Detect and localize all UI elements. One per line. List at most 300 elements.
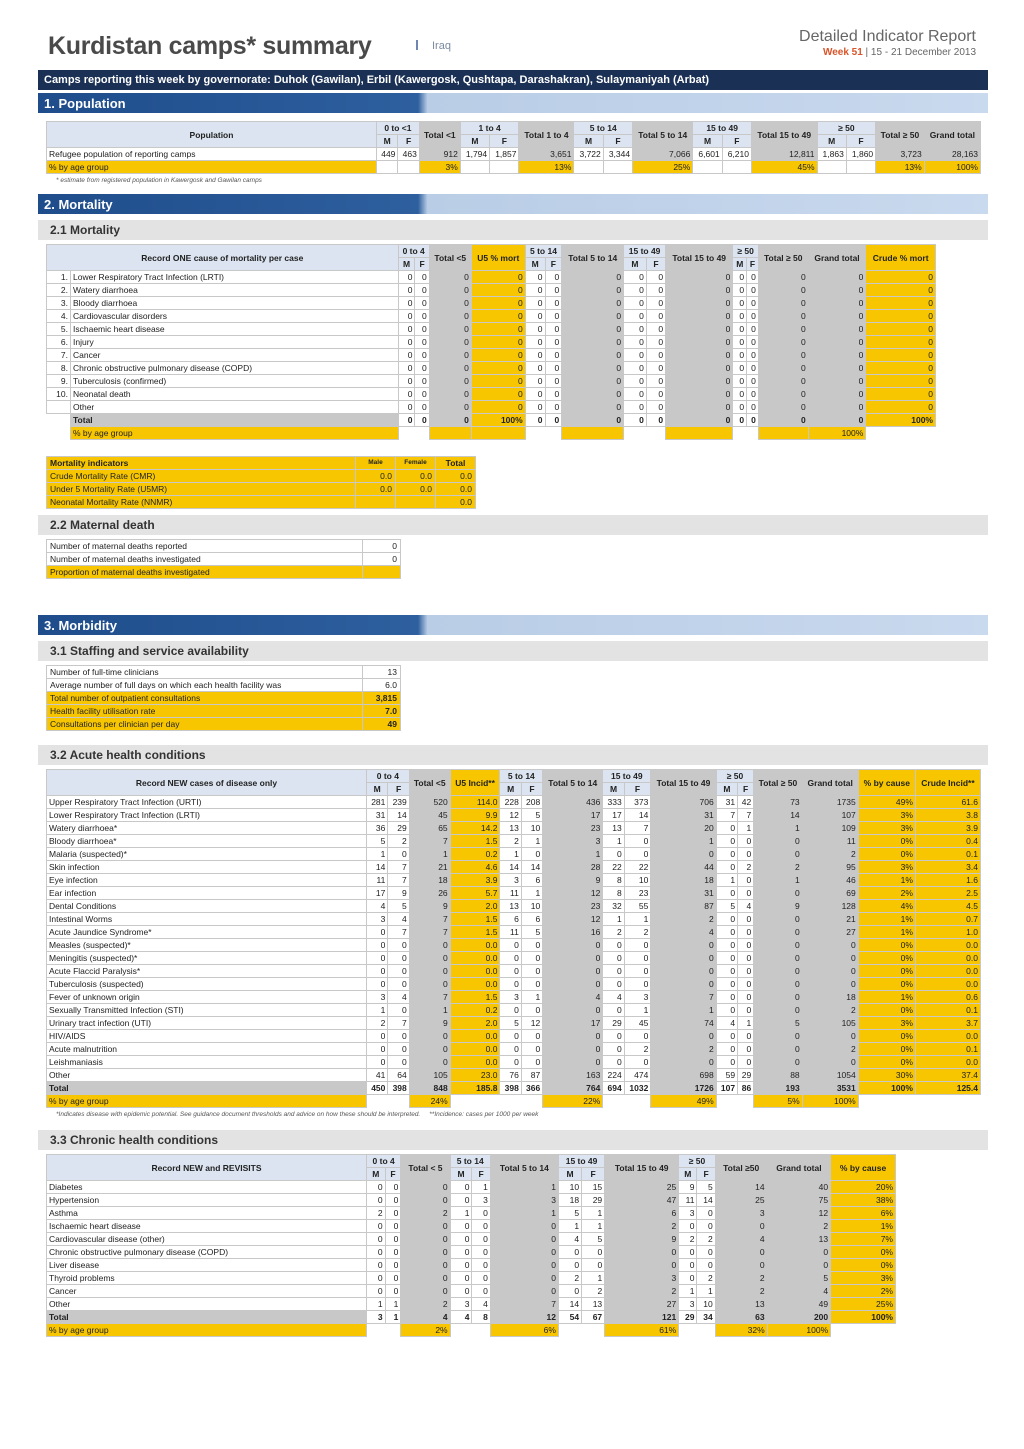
table-cell: 0: [385, 1272, 401, 1285]
table-cell: 0: [558, 1246, 581, 1259]
table-cell: 0: [754, 1030, 802, 1043]
table-cell: 12: [521, 1017, 542, 1030]
table-cell: 0.0: [450, 965, 500, 978]
table-cell: 0: [808, 297, 866, 310]
table-cell: 4.6: [450, 861, 500, 874]
table-cell: 41: [367, 1069, 388, 1082]
table-cell: 0: [747, 401, 759, 414]
table-cell: 0: [385, 1233, 401, 1246]
table-cell: 40: [767, 1181, 831, 1194]
table-cell: 31: [651, 887, 716, 900]
column-header: Record NEW and REVISITS: [47, 1155, 367, 1181]
table-cell: 0: [866, 310, 936, 323]
table-cell: 0: [525, 310, 545, 323]
table-cell: [817, 161, 846, 174]
table-cell: 3%: [831, 1272, 896, 1285]
table-cell: 0: [367, 978, 388, 991]
row-label: Asthma: [47, 1207, 367, 1220]
table-cell: 128: [802, 900, 858, 913]
table-cell: 4: [472, 1298, 490, 1311]
table-cell: 3: [367, 1311, 386, 1324]
table-cell: 0: [582, 1246, 605, 1259]
table-cell: 0: [562, 297, 624, 310]
column-header: M: [693, 135, 722, 148]
table-cell: 0: [388, 978, 409, 991]
table-cell: 0: [429, 297, 471, 310]
table-cell: 0: [415, 414, 429, 427]
table-cell: 3.7: [915, 1017, 980, 1030]
table-cell: 2.5: [915, 887, 980, 900]
table-cell: 0: [754, 887, 802, 900]
population-table: [46, 121, 981, 174]
table-cell: 100%: [808, 427, 866, 440]
row-label: Dental Conditions: [47, 900, 367, 913]
table-row: [47, 874, 981, 887]
table-row: [47, 718, 401, 731]
table-cell: 0: [624, 952, 651, 965]
table-cell: 2: [624, 1043, 651, 1056]
table-cell: 14: [624, 809, 651, 822]
row-label: % by age group: [47, 161, 377, 174]
table-cell: 224: [603, 1069, 624, 1082]
report-page: [38, 20, 988, 1337]
table-cell: [525, 427, 545, 440]
row-label: Injury: [71, 336, 399, 349]
table-cell: 22: [624, 861, 651, 874]
column-header: U5 Incid**: [450, 770, 500, 796]
table-cell: 1: [558, 1220, 581, 1233]
table-row: [47, 679, 401, 692]
table-cell: 0: [716, 939, 737, 952]
table-cell: 13: [500, 900, 521, 913]
table-cell: 3%: [858, 1017, 915, 1030]
table-cell: 7: [388, 861, 409, 874]
table-cell: 0.0: [396, 483, 436, 496]
table-cell: 38%: [831, 1194, 896, 1207]
table-cell: 49%: [651, 1095, 716, 1108]
table-cell: 0: [545, 323, 562, 336]
table-cell: 0.4: [915, 835, 980, 848]
table-cell: 1.5: [450, 991, 500, 1004]
staffing-table: [46, 665, 401, 731]
table-cell: 100%: [924, 161, 980, 174]
table-cell: 0: [733, 362, 747, 375]
table-cell: 0: [385, 1220, 401, 1233]
table-row: [47, 1030, 981, 1043]
table-cell: 18: [802, 991, 858, 1004]
table-cell: 0: [545, 401, 562, 414]
table-cell: 61%: [605, 1324, 679, 1337]
column-header: Total <1: [419, 122, 460, 148]
table-cell: 0: [525, 388, 545, 401]
section-mortality: 2. Mortality: [38, 194, 988, 214]
table-cell: 3: [500, 991, 521, 1004]
table-cell: 9: [605, 1233, 679, 1246]
table-cell: 0: [367, 1220, 386, 1233]
table-cell: 0: [754, 1004, 802, 1017]
table-row: [47, 1246, 896, 1259]
table-cell: 7%: [831, 1233, 896, 1246]
table-row: [47, 1043, 981, 1056]
table-cell: 7: [409, 926, 450, 939]
table-row: [47, 297, 936, 310]
column-header: 0 to <1: [377, 122, 420, 135]
table-cell: 100%: [858, 1082, 915, 1095]
table-cell: 0: [646, 414, 665, 427]
table-cell: 7: [409, 835, 450, 848]
table-cell: [758, 427, 808, 440]
table-cell: 0: [754, 978, 802, 991]
table-cell: 7.0: [363, 705, 401, 718]
percent-row: [47, 427, 936, 440]
table-cell: 0: [866, 284, 936, 297]
table-cell: 36: [367, 822, 388, 835]
table-cell: 11: [679, 1194, 697, 1207]
table-row: [47, 1056, 981, 1069]
table-cell: 0: [666, 271, 733, 284]
table-cell: 7: [624, 822, 651, 835]
table-cell: 0: [409, 939, 450, 952]
population-area: [38, 113, 988, 184]
table-cell: 45: [409, 809, 450, 822]
header-row: [47, 457, 476, 470]
row-label: Acute malnutrition: [47, 1043, 367, 1056]
table-cell: 0: [808, 310, 866, 323]
table-cell: 17: [603, 809, 624, 822]
report-header: [38, 20, 988, 68]
table-cell: 0: [471, 349, 525, 362]
table-cell: 1: [582, 1220, 605, 1233]
table-cell: 86: [738, 1082, 754, 1095]
table-cell: 7: [490, 1298, 558, 1311]
table-cell: 0: [543, 978, 603, 991]
table-cell: 0: [500, 1043, 521, 1056]
table-cell: 25: [605, 1181, 679, 1194]
table-cell: [716, 1095, 737, 1108]
column-header: M: [450, 1168, 472, 1181]
table-cell: 0: [415, 297, 429, 310]
column-header: Crude % mort: [866, 245, 936, 271]
table-cell: 0: [415, 284, 429, 297]
table-cell: 0: [500, 978, 521, 991]
row-label: % by age group: [71, 427, 399, 440]
column-header: M: [733, 258, 747, 271]
column-header: F: [388, 783, 409, 796]
table-cell: 3: [679, 1298, 697, 1311]
table-cell: 44: [651, 861, 716, 874]
table-cell: 0: [545, 336, 562, 349]
table-cell: 1: [543, 848, 603, 861]
row-label: Ischaemic heart disease: [47, 1220, 367, 1233]
column-header: M: [500, 783, 521, 796]
column-header: F: [624, 783, 651, 796]
table-cell: 6: [605, 1207, 679, 1220]
mortality-area: [38, 244, 988, 509]
table-cell: 1.0: [915, 926, 980, 939]
table-cell: 0: [651, 1056, 716, 1069]
table-cell: 0: [808, 336, 866, 349]
table-cell: 0: [429, 323, 471, 336]
table-cell: 436: [543, 796, 603, 809]
table-cell: 1: [385, 1298, 401, 1311]
table-cell: 0: [866, 349, 936, 362]
table-cell: 0: [525, 297, 545, 310]
column-header: F: [747, 258, 759, 271]
table-cell: 0: [450, 1194, 472, 1207]
table-cell: 0: [758, 414, 808, 427]
column-header: M: [817, 135, 846, 148]
table-cell: 0: [562, 401, 624, 414]
table-cell: 0: [429, 375, 471, 388]
table-cell: 0: [521, 978, 542, 991]
table-cell: 2: [651, 913, 716, 926]
table-cell: 1: [738, 1017, 754, 1030]
table-cell: 0: [429, 388, 471, 401]
table-cell: 0: [562, 310, 624, 323]
table-cell: 4: [558, 1233, 581, 1246]
table-cell: 27: [605, 1298, 679, 1311]
table-cell: 9.9: [450, 809, 500, 822]
table-cell: 0: [471, 271, 525, 284]
table-cell: 2: [738, 861, 754, 874]
row-label: Cardiovascular disease (other): [47, 1233, 367, 1246]
row-label: Other: [47, 1298, 367, 1311]
section-morbidity: 3. Morbidity: [38, 615, 988, 635]
table-cell: 1: [754, 874, 802, 887]
table-row: [47, 1181, 896, 1194]
table-cell: 373: [624, 796, 651, 809]
table-cell: 0: [808, 388, 866, 401]
table-cell: 1: [603, 913, 624, 926]
table-cell: 0: [866, 401, 936, 414]
column-header: M: [367, 1168, 386, 1181]
table-cell: 29: [679, 1311, 697, 1324]
table-cell: 3%: [419, 161, 460, 174]
table-cell: 0: [429, 284, 471, 297]
row-number: 10.: [47, 388, 71, 401]
mortality-table: [46, 244, 936, 440]
table-cell: 0: [401, 1272, 450, 1285]
table-cell: 5: [521, 926, 542, 939]
column-header: Total <5: [409, 770, 450, 796]
table-cell: 1: [472, 1181, 490, 1194]
table-cell: 5.7: [450, 887, 500, 900]
table-cell: 0: [758, 297, 808, 310]
table-cell: 10: [521, 822, 542, 835]
table-cell: 11: [802, 835, 858, 848]
row-label: Cancer: [71, 349, 399, 362]
table-cell: 0: [808, 362, 866, 375]
table-cell: 0: [758, 284, 808, 297]
column-header: Total 15 to 49: [751, 122, 817, 148]
table-cell: 5: [500, 1017, 521, 1030]
table-cell: 3: [543, 835, 603, 848]
table-cell: 0: [651, 952, 716, 965]
table-cell: 0: [543, 1004, 603, 1017]
table-cell: 0: [398, 271, 415, 284]
row-label: Watery diarrhoea: [71, 284, 399, 297]
table-cell: 0: [562, 323, 624, 336]
row-number: [47, 401, 71, 414]
table-cell: 0: [367, 1272, 386, 1285]
table-cell: 6.0: [363, 679, 401, 692]
table-cell: 0.1: [915, 1004, 980, 1017]
table-cell: 0: [409, 952, 450, 965]
row-label: Number of full-time clinicians: [47, 666, 363, 679]
table-cell: 18: [651, 874, 716, 887]
table-cell: [831, 1324, 896, 1337]
table-cell: 31: [367, 809, 388, 822]
table-cell: 0: [716, 1004, 737, 1017]
table-cell: 0: [388, 939, 409, 952]
table-cell: 0: [562, 284, 624, 297]
table-cell: 0: [545, 284, 562, 297]
row-label: Intestinal Worms: [47, 913, 367, 926]
row-label: Number of maternal deaths investigated: [47, 553, 363, 566]
table-row: [47, 809, 981, 822]
table-cell: 0: [525, 284, 545, 297]
table-cell: 0: [646, 349, 665, 362]
table-cell: 0: [363, 540, 401, 553]
table-cell: 1: [367, 1004, 388, 1017]
table-cell: 0: [624, 965, 651, 978]
table-cell: 0%: [858, 835, 915, 848]
table-cell: 0: [747, 284, 759, 297]
table-cell: 1: [367, 1298, 386, 1311]
table-row: [47, 939, 981, 952]
table-cell: 0: [471, 310, 525, 323]
table-cell: 1%: [858, 874, 915, 887]
table-cell: 1: [409, 848, 450, 861]
table-cell: 12: [543, 913, 603, 926]
table-cell: 15: [582, 1181, 605, 1194]
table-cell: 76: [500, 1069, 521, 1082]
table-cell: 63: [715, 1311, 767, 1324]
table-cell: 0: [697, 1246, 715, 1259]
table-cell: 0: [715, 1259, 767, 1272]
table-cell: 0: [747, 414, 759, 427]
table-cell: 0: [543, 965, 603, 978]
table-cell: [490, 161, 519, 174]
table-cell: 87: [521, 1069, 542, 1082]
table-cell: 5: [697, 1181, 715, 1194]
table-cell: 0: [624, 362, 647, 375]
header-row: [47, 122, 981, 135]
table-cell: 0: [646, 336, 665, 349]
week-label: Week 51 | 15 - 21 December 2013: [822, 47, 976, 58]
table-cell: 17: [367, 887, 388, 900]
table-cell: 2: [603, 926, 624, 939]
table-cell: 23.0: [450, 1069, 500, 1082]
table-cell: 0: [646, 362, 665, 375]
table-cell: 55: [624, 900, 651, 913]
column-header: Record NEW cases of disease only: [47, 770, 367, 796]
table-cell: 0: [754, 835, 802, 848]
table-cell: 398: [500, 1082, 521, 1095]
table-cell: 0%: [858, 1056, 915, 1069]
table-cell: 0: [472, 1259, 490, 1272]
table-cell: 0: [471, 388, 525, 401]
table-cell: [858, 1095, 915, 1108]
column-header: Mortality indicators: [47, 457, 356, 470]
table-cell: 0: [450, 1285, 472, 1298]
table-cell: 0: [808, 375, 866, 388]
table-cell: 281: [367, 796, 388, 809]
table-cell: 27: [802, 926, 858, 939]
table-cell: 0: [367, 939, 388, 952]
column-header: Grand total: [767, 1155, 831, 1181]
table-cell: 0: [866, 297, 936, 310]
table-cell: 31: [716, 796, 737, 809]
table-cell: 3%: [858, 861, 915, 874]
row-label: Chronic obstructive pulmonary disease (COPD): [71, 362, 399, 375]
table-cell: 75: [767, 1194, 831, 1207]
table-cell: 0.7: [915, 913, 980, 926]
table-cell: 6: [500, 913, 521, 926]
table-cell: 22: [603, 861, 624, 874]
table-cell: [603, 161, 632, 174]
table-cell: 5: [521, 809, 542, 822]
table-cell: 0: [624, 1056, 651, 1069]
table-cell: 0: [367, 1056, 388, 1069]
table-cell: 0: [603, 965, 624, 978]
column-header: F: [603, 135, 632, 148]
table-cell: 0: [646, 388, 665, 401]
table-cell: 7: [409, 991, 450, 1004]
table-cell: 0: [716, 1056, 737, 1069]
table-cell: 0: [385, 1259, 401, 1272]
table-cell: 0: [603, 1004, 624, 1017]
indicator-row: [47, 483, 476, 496]
table-cell: 0: [802, 1030, 858, 1043]
table-cell: 0.0: [450, 978, 500, 991]
table-cell: 2: [582, 1285, 605, 1298]
table-cell: 13: [767, 1233, 831, 1246]
subsection-acute: 3.2 Acute health conditions: [38, 745, 988, 765]
table-cell: 0: [716, 835, 737, 848]
table-cell: 1: [490, 1181, 558, 1194]
table-row: [47, 1017, 981, 1030]
table-cell: 1: [716, 874, 737, 887]
column-header: Male: [356, 457, 396, 470]
table-cell: 20%: [831, 1181, 896, 1194]
table-cell: 0: [697, 1259, 715, 1272]
table-cell: 0.0: [436, 483, 476, 496]
table-cell: 54: [558, 1311, 581, 1324]
table-cell: 0: [582, 1259, 605, 1272]
column-header: F: [646, 258, 665, 271]
table-cell: 0: [401, 1246, 450, 1259]
table-cell: [733, 427, 747, 440]
table-cell: 0: [415, 310, 429, 323]
table-cell: 1: [697, 1285, 715, 1298]
row-label: Number of maternal deaths reported: [47, 540, 363, 553]
table-row: [47, 323, 936, 336]
column-header: F: [490, 135, 519, 148]
table-cell: 0: [866, 375, 936, 388]
table-cell: 0: [754, 991, 802, 1004]
table-cell: 0: [624, 1030, 651, 1043]
table-cell: 6,601: [693, 148, 722, 161]
table-cell: 0: [367, 952, 388, 965]
subsection-maternal: 2.2 Maternal death: [38, 515, 988, 535]
table-cell: 0: [545, 362, 562, 375]
table-cell: 0.0: [915, 939, 980, 952]
table-cell: 1: [500, 848, 521, 861]
table-cell: 14: [754, 809, 802, 822]
table-cell: 463: [398, 148, 419, 161]
table-cell: 0: [733, 297, 747, 310]
